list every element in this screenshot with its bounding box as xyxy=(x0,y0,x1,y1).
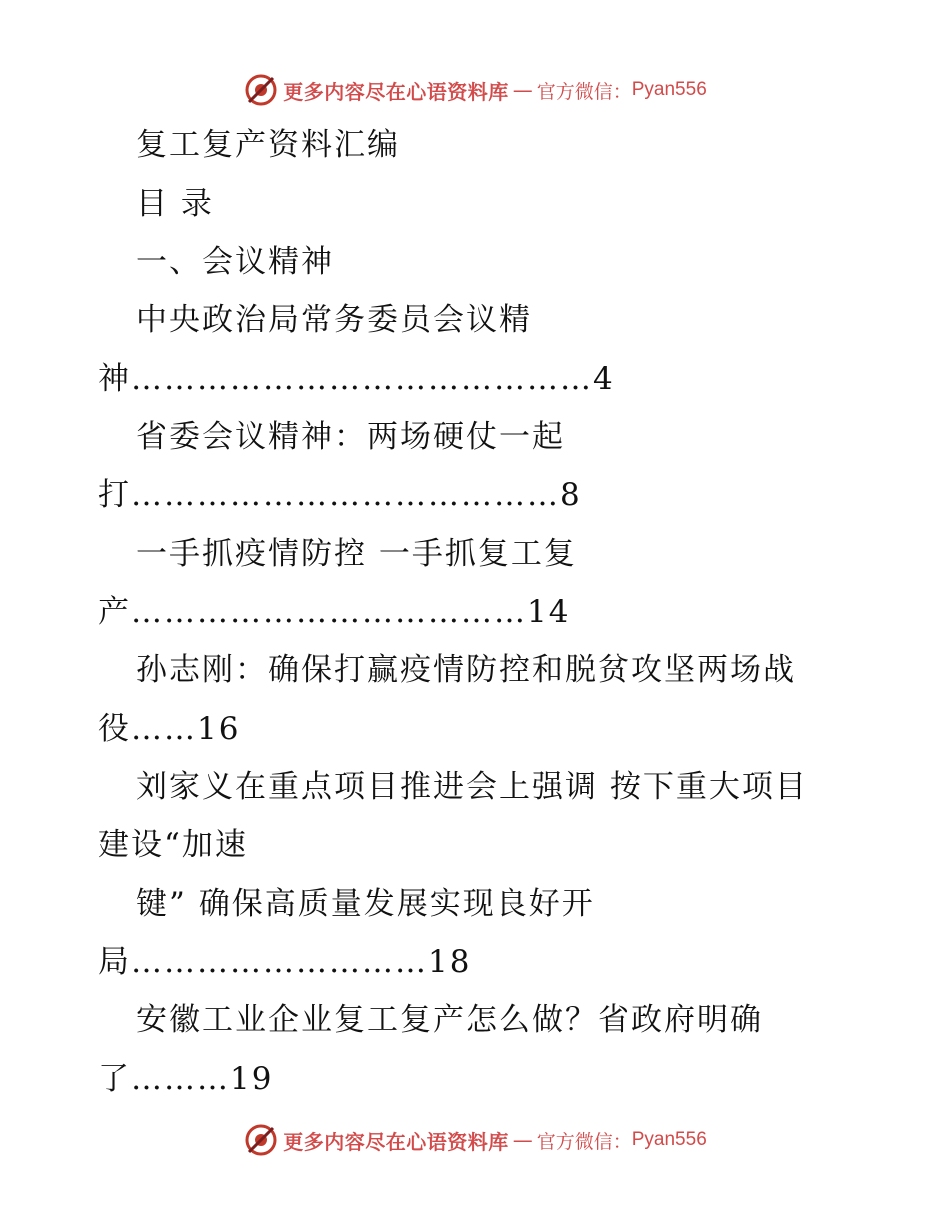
document-title: 复工复产资料汇编 xyxy=(136,127,400,163)
toc-section-heading: 一、会议精神 xyxy=(136,244,334,280)
banner-dash: — xyxy=(512,1128,533,1152)
toc-entry-line: 刘家义在重点项目推进会上强调 按下重大项目 xyxy=(136,769,808,805)
toc-entry-line: 局………………………18 xyxy=(98,944,472,980)
toc-entry-line: 役……16 xyxy=(98,711,241,747)
toc-entry-line: 省委会议精神：两场硬仗一起 xyxy=(136,419,565,455)
banner-wechat-id: Pyan556 xyxy=(631,79,707,100)
banner-label: 官方微信： xyxy=(536,1130,632,1153)
toc-heading: 目 录 xyxy=(136,186,214,222)
banner-text: 更多内容尽在心语资料库 xyxy=(283,79,509,104)
header-watermark xyxy=(0,70,950,110)
toc-entry-line: 建设“加速 xyxy=(98,827,248,863)
banner-label: 官方微信： xyxy=(536,80,632,103)
banner-text: 更多内容尽在心语资料库 xyxy=(283,1129,509,1154)
toc-entry-line: 安徽工业企业复工复产怎么做？省政府明确 xyxy=(136,1002,763,1038)
banner-dash: — xyxy=(512,78,533,102)
toc-entry-line: 一手抓疫情防控 一手抓复工复 xyxy=(136,536,577,572)
toc-entry-line: 孙志刚：确保打赢疫情防控和脱贫攻坚两场战 xyxy=(136,652,796,688)
toc-entry-line: 神……………………………………4 xyxy=(98,361,615,397)
footer-watermark xyxy=(0,1120,950,1160)
pen-logo-icon xyxy=(243,72,279,108)
toc-entry-line: 中央政治局常务委员会议精 xyxy=(136,302,532,338)
toc-entry-line: 了………19 xyxy=(98,1061,274,1097)
toc-entry-line: 打…………………………………8 xyxy=(98,477,582,513)
toc-entry-line: 产………………………………14 xyxy=(98,594,571,630)
pen-logo-icon xyxy=(243,1122,279,1158)
banner-wechat-id: Pyan556 xyxy=(631,1129,707,1150)
toc-entry-line: 键” 确保高质量发展实现良好开 xyxy=(136,886,595,922)
